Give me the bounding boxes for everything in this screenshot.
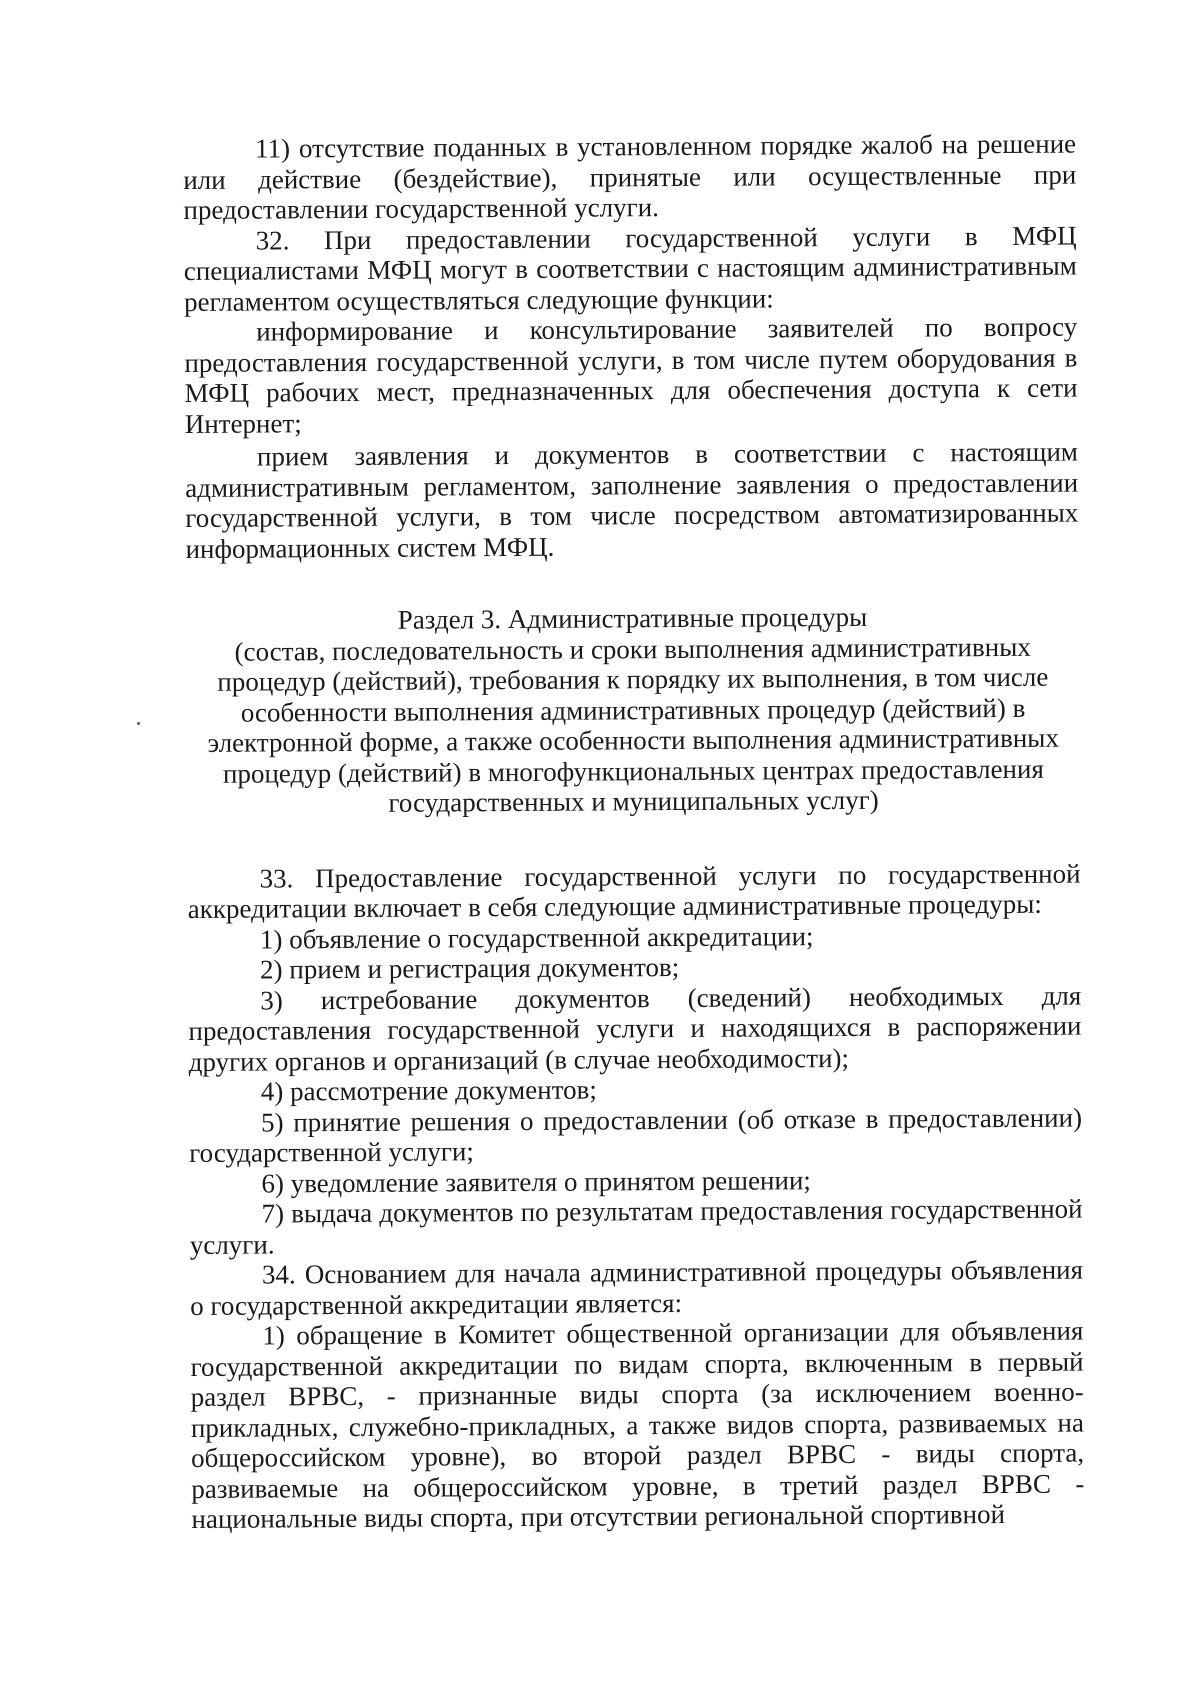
section-heading bbox=[186, 601, 1080, 820]
list-item-5: 5) принятие решения о предоставлении (об отказе в предоставлении) государственной услуги; bbox=[189, 1102, 1083, 1168]
paragraph-34-item-1: 1) обращение в Комитет общественной организации для объявления государственной аккредитации по видам спорта, включенным в первый раздел ВРВС, - признанные виды спорта (за исключением военно-прикладных, служебно-прикладных, а также видов спорта, развиваемых на общероссийском уровне), во второй раздел ВРВС - виды спорта, развиваемые на общероссийском уровне, в третий раздел ВРВС - национальные виды спорта, при отсутствии региональной спортивной bbox=[190, 1315, 1085, 1534]
list-item-6: 6) уведомление заявителя о принятом решении; bbox=[261, 1164, 811, 1199]
section-title: Раздел 3. Административные процедуры bbox=[397, 601, 868, 635]
paragraph-32-reception: прием заявления и документов в соответствии с настоящим административным регламентом, заполнение заявления о предоставлении государственной услуги, в том числе посредством автоматизированных информационных систем МФЦ. bbox=[185, 436, 1079, 564]
paragraph-34: 34. Основанием для начала административной процедуры объявления о государственной аккредитации является: bbox=[190, 1254, 1084, 1321]
paragraph-33: 33. Предоставление государственной услуги по государственной аккредитации включает в себя следующие административные процедуры: bbox=[187, 858, 1081, 924]
list-item-2: 2) прием и регистрация документов; bbox=[260, 951, 680, 985]
paragraph-32-informing: информирование и консультирование заявителей по вопросу предоставления государственной услуги, в том числе путем оборудования в МФЦ рабочих мест, предназначенных для обеспечения доступа к сети Интернет; bbox=[184, 311, 1078, 439]
list-item-1: 1) объявление о государственной аккредитации; bbox=[259, 920, 814, 955]
paragraph-32: 32. При предоставлении государственной услуги в МФЦ специалистами МФЦ могут в соответствии с настоящим административным регламентом осуществляться следующие функции: bbox=[183, 220, 1077, 317]
section-subtitle: (состав, последовательность и сроки выполнения административных процедур (действий), требования к порядку их выполнения, в том числе особенности выполнения административных процедур (действий) в электронной форме, а также особенности выполнения административных процедур (действий) в многофункциональных центрах предоставления государственных и муниципальных услуг) bbox=[207, 631, 1059, 818]
document-text bbox=[183, 129, 1085, 1535]
paragraph-11: 11) отсутствие поданных в установленном порядке жалоб на решение или действие (бездействие), принятые или осуществленные при предоставлении государственной услуги. bbox=[183, 128, 1077, 225]
scan-speck bbox=[137, 722, 140, 725]
list-item-4: 4) рассмотрение документов; bbox=[260, 1074, 597, 1107]
list-item-7: 7) выдача документов по результатам предоставления государственной услуги. bbox=[189, 1193, 1083, 1260]
list-item-3: 3) истребование документов (сведений) необходимых для предоставления государственной услуги и находящихся в распоряжении других органов и организаций (в случае необходимости); bbox=[188, 980, 1082, 1077]
